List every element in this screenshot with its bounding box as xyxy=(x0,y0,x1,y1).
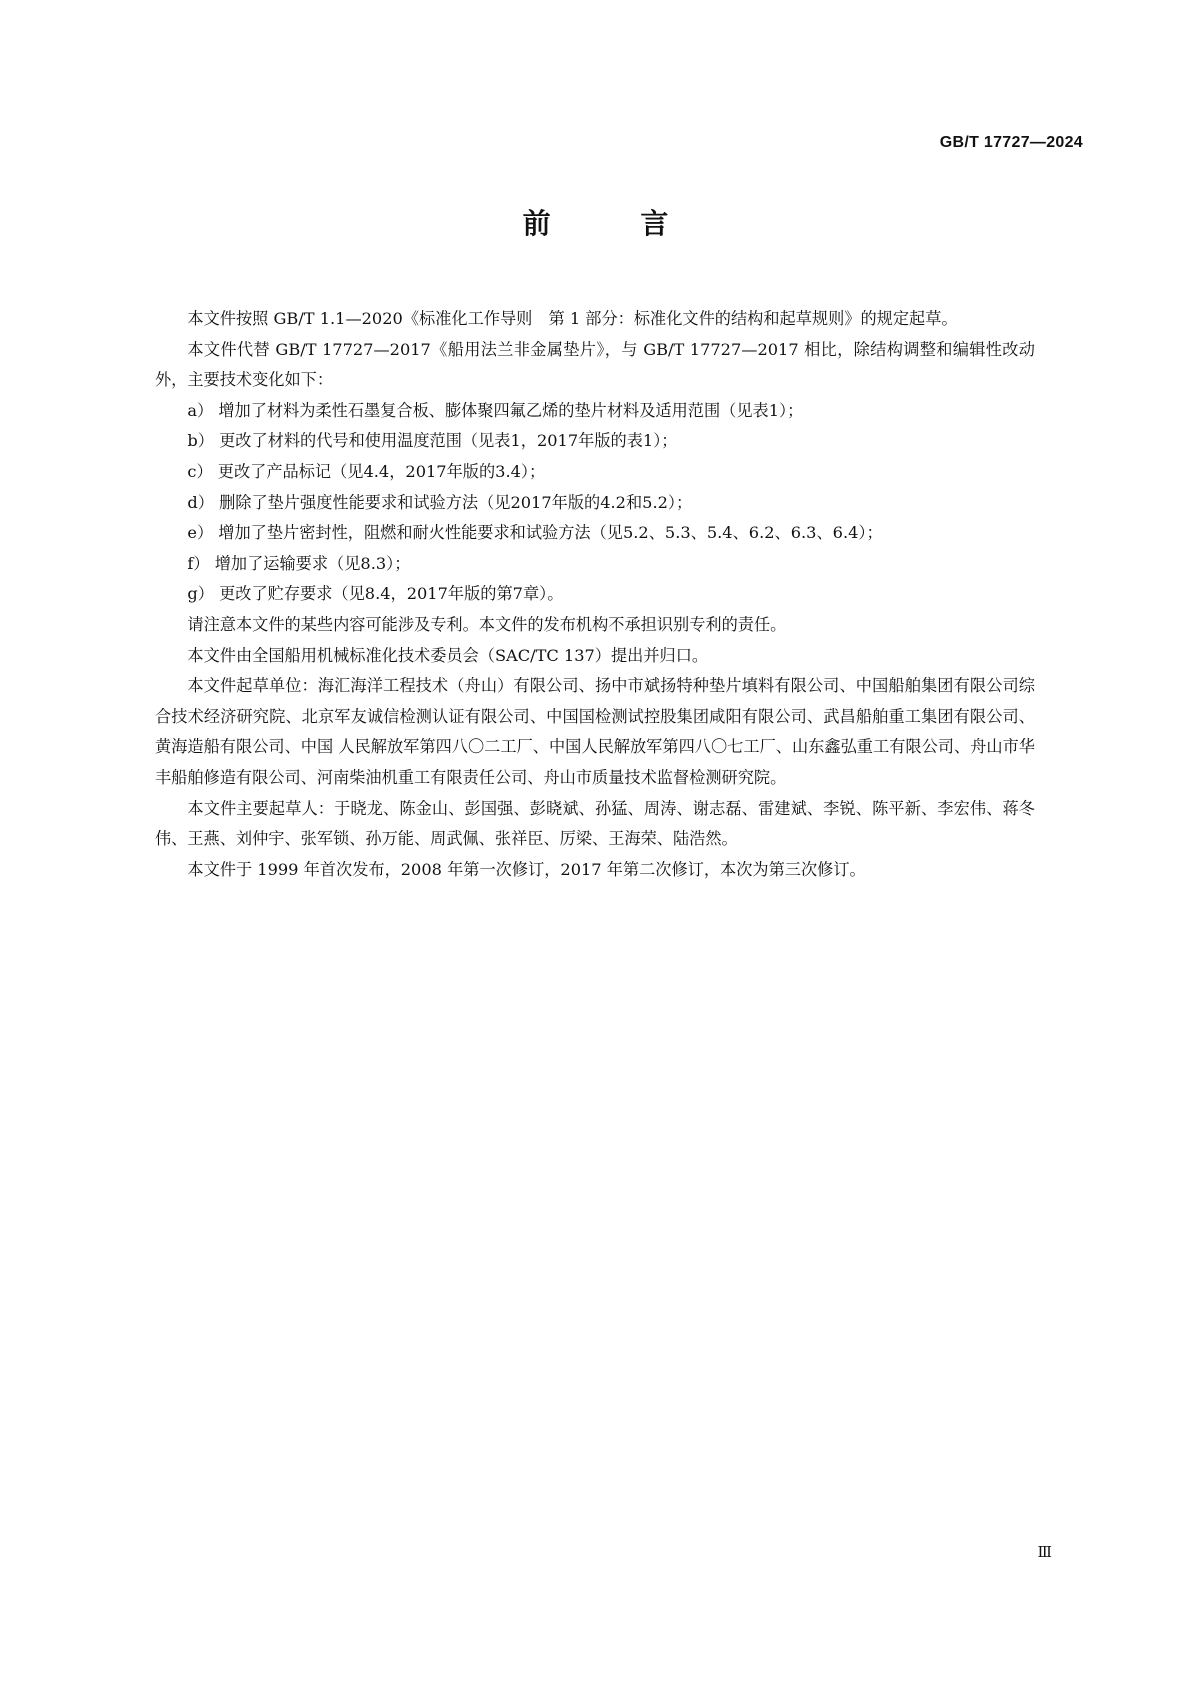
list-item: c） 更改了产品标记（见4.4，2017年版的3.4）； xyxy=(187,461,546,481)
list-item: g） 更改了贮存要求（见8.4，2017年版的第7章）。 xyxy=(187,584,564,604)
paragraph-patent-notice: 请注意本文件的某些内容可能涉及专利。本文件的发布机构不承担识别专利的责任。 xyxy=(187,614,787,634)
page-number: Ⅲ xyxy=(1037,1543,1051,1561)
paragraph-drafters: 本文件主要起草人：于晓龙、陈金山、彭国强、彭晓斌、孙猛、周涛、谢志磊、雷建斌、李锐、陈平新、李宏伟、蒋冬伟、王燕、刘仲宇、张军锁、孙万能、周武佩、张祥臣、厉梁、王海荣、陆浩然。 xyxy=(155,798,1035,849)
standard-code: GB/T 17727—2024 xyxy=(939,134,1083,151)
list-item: f） 增加了运输要求（见8.3）； xyxy=(187,553,411,573)
paragraph-drafting-rules: 本文件按照 GB/T 1.1—2020《标准化工作导则 第 1 部分：标准化文件的结构和起草规则》的规定起草。 xyxy=(187,309,958,328)
list-item: a） 增加了材料为柔性石墨复合板、膨体聚四氟乙烯的垫片材料及适用范围（见表1）； xyxy=(187,400,804,420)
page-title: 前 言 xyxy=(522,207,709,240)
document-body xyxy=(155,304,1035,885)
paragraph-history: 本文件于 1999 年首次发布，2008 年第一次修订，2017 年第二次修订，本次为第三次修订。 xyxy=(187,859,866,879)
paragraph-drafting-units: 本文件起草单位：海汇海洋工程技术（舟山）有限公司、扬中市斌扬特种垫片填料有限公司、中国船舶集团有限公司综合技术经济研究院、北京军友诚信检测认证有限公司、中国国检测试控股集团咸阳有限公司、武昌船舶重工集团有限公司、黄海造船有限公司、中国 人民解放军第四八〇二工厂、中国人民解放军第四八〇七工厂、山东鑫弘重工有限公司、舟山市华丰船舶修造有限公司、河南柴油机重工有限责任公司、舟山市质量技术监督检测研究院。 xyxy=(155,676,1035,787)
paragraph-proposer: 本文件由全国船用机械标准化技术委员会（SAC/TC 137）提出并归口。 xyxy=(187,645,709,665)
list-item: d） 删除了垫片强度性能要求和试验方法（见2017年版的4.2和5.2）； xyxy=(187,492,693,512)
paragraph-replacement: 本文件代替 GB/T 17727—2017《船用法兰非金属垫片》，与 GB/T 17727—2017 相比，除结构调整和编辑性改动外，主要技术变化如下： xyxy=(155,339,1035,390)
list-item: b） 更改了材料的代号和使用温度范围（见表1，2017年版的表1）； xyxy=(187,431,678,451)
list-item: e） 增加了垫片密封性，阻燃和耐火性能要求和试验方法（见5.2、5.3、5.4、6.2、6.3、6.4）； xyxy=(187,523,883,543)
